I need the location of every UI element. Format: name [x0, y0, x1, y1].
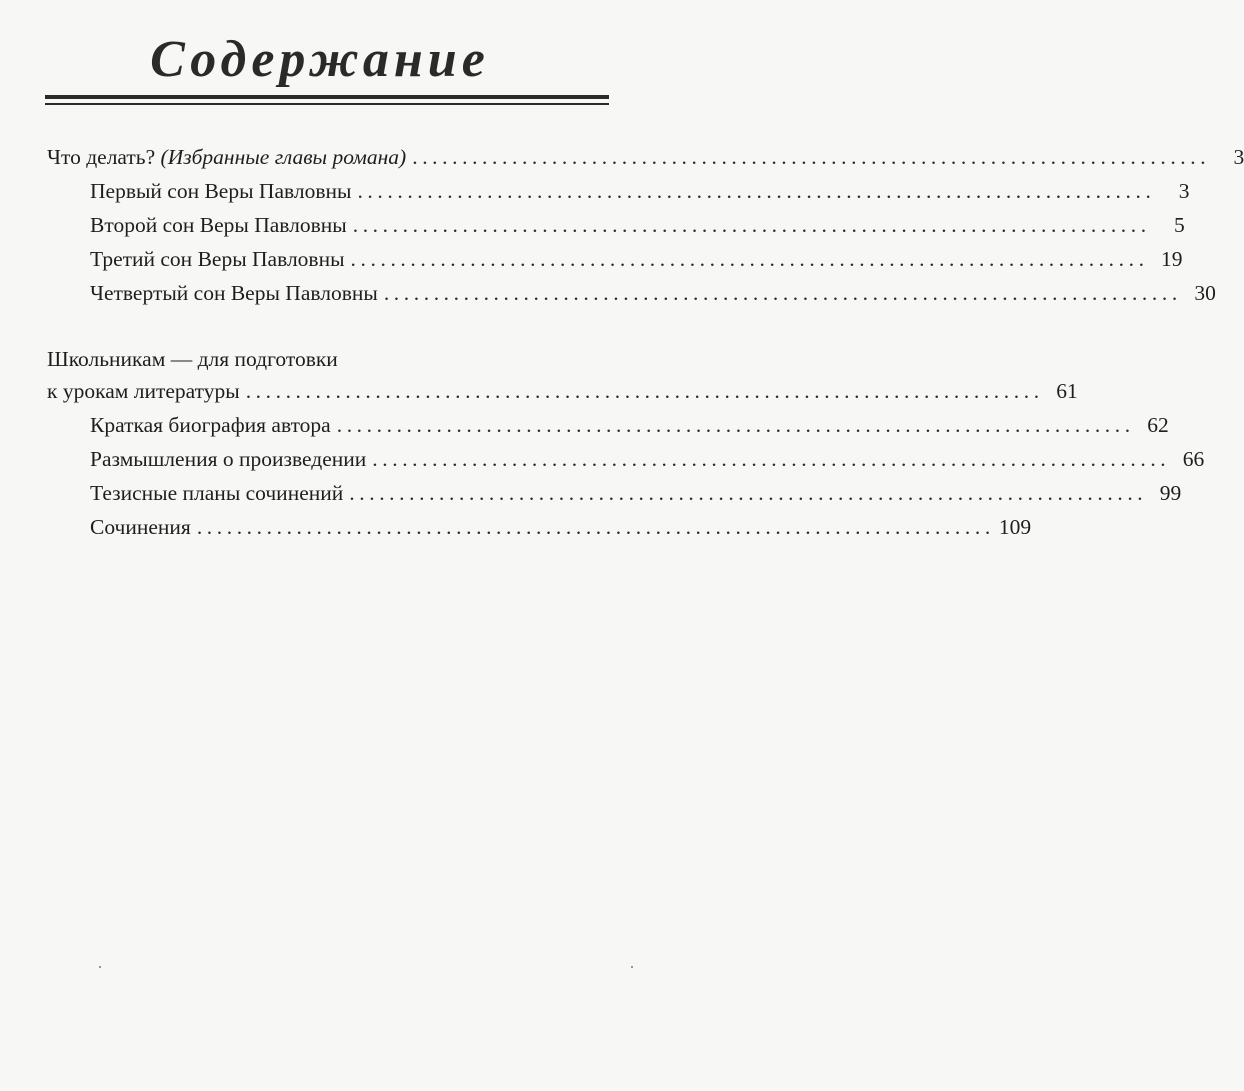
toc-entry-label: Размышления о произведении	[90, 447, 367, 471]
toc-entry-label: Сочинения	[90, 515, 191, 539]
toc-entry[interactable]	[47, 408, 1169, 442]
toc-entry-label: Тезисные планы сочинений	[90, 481, 344, 505]
toc-entry-section-1[interactable]	[47, 140, 1244, 174]
toc-entry[interactable]	[47, 276, 1216, 310]
dot-leader: ................................................................................	[383, 281, 1182, 305]
dot-leader: ................................................................................	[412, 145, 1211, 169]
toc-entry-label: Третий сон Веры Павловны	[90, 247, 345, 271]
toc-entry-label: Краткая биография автора	[90, 413, 331, 437]
print-speck	[631, 966, 633, 968]
section-gap	[47, 310, 609, 344]
page-number: 66	[1182, 447, 1205, 471]
dot-leader: ................................................................................	[357, 179, 1156, 203]
dot-leader: ................................................................................	[336, 413, 1135, 437]
toc-entry-label: Первый сон Веры Павловны	[90, 179, 352, 203]
toc-entry-section-2[interactable]	[47, 374, 1078, 408]
dot-leader: ................................................................................	[352, 213, 1151, 237]
page-number: 3	[1233, 145, 1244, 169]
toc-entry[interactable]	[47, 242, 1183, 276]
toc-entry-label: Четвертый сон Веры Павловны	[90, 281, 378, 305]
page-number: 61	[1056, 379, 1078, 403]
section-2-title-line-2: к урокам литературы	[47, 379, 240, 403]
page-title: Содержание	[150, 31, 490, 88]
toc-entry-label: Второй сон Веры Павловны	[90, 213, 347, 237]
page-number: 3	[1178, 179, 1190, 203]
dot-leader: ................................................................................	[349, 481, 1148, 505]
dot-leader: ................................................................................	[372, 447, 1171, 471]
table-of-contents	[47, 140, 1244, 544]
section-1-subtitle: (Избранные главы романа)	[160, 145, 407, 169]
page-number: 99	[1159, 481, 1182, 505]
page-number: 30	[1194, 281, 1216, 305]
toc-entry[interactable]	[47, 442, 1205, 476]
section-1-title: Что делать?	[47, 145, 156, 169]
dot-leader: ................................................................................	[350, 247, 1149, 271]
toc-entry[interactable]	[47, 174, 1190, 208]
page-number: 5	[1173, 213, 1185, 237]
toc-entry[interactable]	[47, 476, 1182, 510]
toc-entry-label	[47, 140, 406, 174]
toc-entry[interactable]	[47, 208, 1185, 242]
toc-entry[interactable]	[47, 510, 1032, 544]
page-number: 109	[998, 515, 1032, 539]
title-rule-thick	[45, 95, 609, 99]
dot-leader: ................................................................................	[196, 515, 995, 539]
print-speck	[99, 966, 101, 968]
title-rule-thin	[45, 103, 609, 105]
dot-leader: ................................................................................	[245, 379, 1044, 403]
page-number: 19	[1161, 247, 1183, 271]
page-number: 62	[1147, 413, 1169, 437]
section-2-title-line-1: Школьникам — для подготовки	[47, 347, 338, 371]
